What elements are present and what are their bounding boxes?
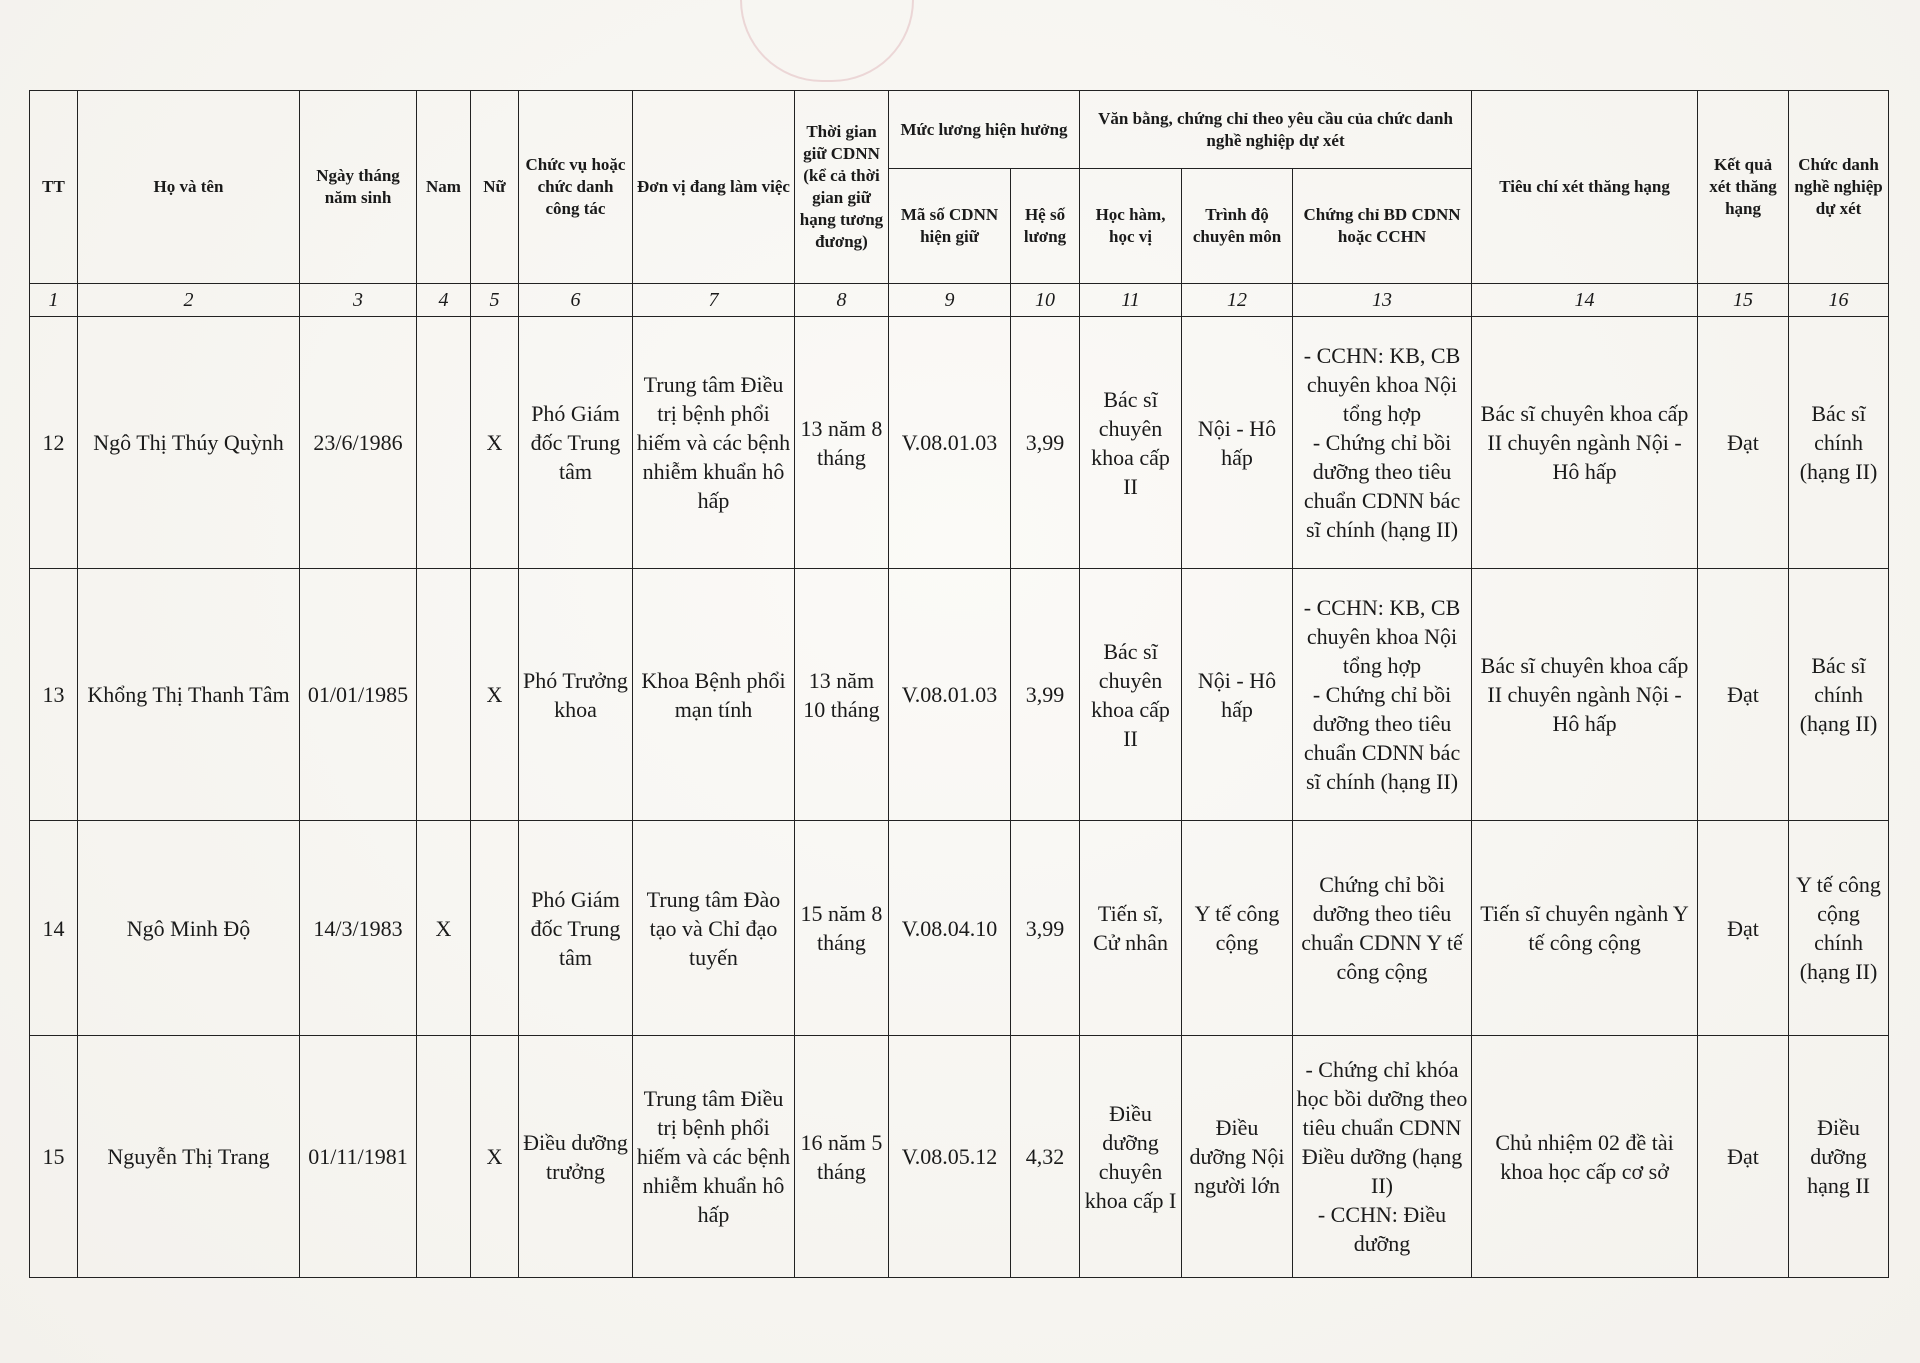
table-row — [30, 569, 1889, 821]
cell-chuc-danh: Điều dưỡng hạng II — [1789, 1036, 1889, 1278]
cell-ket-qua: Đạt — [1698, 1036, 1789, 1278]
cell-nam — [417, 1036, 471, 1278]
cell-chung-chi: - Chứng chỉ khóa học bồi dưỡng theo tiêu chuẩn CDNN Điều dưỡng (hạng II) - CCHN: Điều dưỡng — [1293, 1036, 1472, 1278]
cell-chuc-vu: Phó Giám đốc Trung tâm — [519, 821, 633, 1036]
cell-nu: X — [471, 1036, 519, 1278]
header-hoc-ham: Học hàm, học vị — [1080, 169, 1182, 284]
cell-chuc-vu: Điều dưỡng trưởng — [519, 1036, 633, 1278]
col-number: 10 — [1011, 284, 1080, 317]
header-trinh-do: Trình độ chuyên môn — [1182, 169, 1293, 284]
cell-nu: X — [471, 569, 519, 821]
col-number: 11 — [1080, 284, 1182, 317]
cell-hoc-ham: Tiến sĩ, Cử nhân — [1080, 821, 1182, 1036]
cell-he-so: 3,99 — [1011, 821, 1080, 1036]
col-number: 6 — [519, 284, 633, 317]
table-row — [30, 317, 1889, 569]
cell-ngay-sinh: 01/01/1985 — [300, 569, 417, 821]
cell-hoc-ham: Điều dưỡng chuyên khoa cấp I — [1080, 1036, 1182, 1278]
cell-ma-so: V.08.05.12 — [889, 1036, 1011, 1278]
header-ngay-sinh: Ngày tháng năm sinh — [300, 91, 417, 284]
cell-ho-ten: Ngô Minh Độ — [78, 821, 300, 1036]
cell-ngay-sinh: 14/3/1983 — [300, 821, 417, 1036]
cell-trinh-do: Y tế công cộng — [1182, 821, 1293, 1036]
col-number: 13 — [1293, 284, 1472, 317]
cell-thoi-gian: 15 năm 8 tháng — [795, 821, 889, 1036]
col-number: 7 — [633, 284, 795, 317]
cell-tieu-chi: Bác sĩ chuyên khoa cấp II chuyên ngành Nội - Hô hấp — [1472, 569, 1698, 821]
cell-chuc-danh: Bác sĩ chính (hạng II) — [1789, 317, 1889, 569]
cell-nu — [471, 821, 519, 1036]
cell-nam — [417, 569, 471, 821]
cell-ma-so: V.08.04.10 — [889, 821, 1011, 1036]
cell-chung-chi: - CCHN: KB, CB chuyên khoa Nội tổng hợp - Chứng chỉ bồi dưỡng theo tiêu chuẩn CDNN bác sĩ chính (hạng II) — [1293, 317, 1472, 569]
header-ket-qua: Kết quả xét thăng hạng — [1698, 91, 1789, 284]
cell-ket-qua: Đạt — [1698, 317, 1789, 569]
col-number: 8 — [795, 284, 889, 317]
col-number: 4 — [417, 284, 471, 317]
col-number: 1 — [30, 284, 78, 317]
cell-trinh-do: Nội - Hô hấp — [1182, 569, 1293, 821]
cell-hoc-ham: Bác sĩ chuyên khoa cấp II — [1080, 569, 1182, 821]
cell-tt: 15 — [30, 1036, 78, 1278]
header-thoi-gian: Thời gian giữ CDNN (kể cả thời gian giữ hạng tương đương) — [795, 91, 889, 284]
col-number: 16 — [1789, 284, 1889, 317]
cell-ngay-sinh: 23/6/1986 — [300, 317, 417, 569]
table-row — [30, 1036, 1889, 1278]
faded-stamp — [740, 0, 914, 82]
cell-ho-ten: Nguyễn Thị Trang — [78, 1036, 300, 1278]
col-number: 9 — [889, 284, 1011, 317]
cell-thoi-gian: 16 năm 5 tháng — [795, 1036, 889, 1278]
cell-chung-chi: Chứng chỉ bồi dưỡng theo tiêu chuẩn CDNN Y tế công cộng — [1293, 821, 1472, 1036]
cell-ket-qua: Đạt — [1698, 821, 1789, 1036]
cell-he-so: 3,99 — [1011, 317, 1080, 569]
header-don-vi: Đơn vị đang làm việc — [633, 91, 795, 284]
cell-trinh-do: Điều dưỡng Nội người lớn — [1182, 1036, 1293, 1278]
cell-nam: X — [417, 821, 471, 1036]
header-chuc-vu: Chức vụ hoặc chức danh công tác — [519, 91, 633, 284]
cell-ho-ten: Khổng Thị Thanh Tâm — [78, 569, 300, 821]
col-number: 5 — [471, 284, 519, 317]
cell-thoi-gian: 13 năm 8 tháng — [795, 317, 889, 569]
header-nu: Nữ — [471, 91, 519, 284]
col-number: 12 — [1182, 284, 1293, 317]
cell-tieu-chi: Bác sĩ chuyên khoa cấp II chuyên ngành Nội - Hô hấp — [1472, 317, 1698, 569]
cell-trinh-do: Nội - Hô hấp — [1182, 317, 1293, 569]
cell-ho-ten: Ngô Thị Thúy Quỳnh — [78, 317, 300, 569]
header-nam: Nam — [417, 91, 471, 284]
cell-tt: 14 — [30, 821, 78, 1036]
data-rows — [30, 317, 1889, 1278]
cell-ngay-sinh: 01/11/1981 — [300, 1036, 417, 1278]
header-chung-chi: Chứng chỉ BD CDNN hoặc CCHN — [1293, 169, 1472, 284]
cell-tt: 13 — [30, 569, 78, 821]
header-tt: TT — [30, 91, 78, 284]
header-ma-so: Mã số CDNN hiện giữ — [889, 169, 1011, 284]
cell-thoi-gian: 13 năm 10 tháng — [795, 569, 889, 821]
cell-chuc-vu: Phó Giám đốc Trung tâm — [519, 317, 633, 569]
cell-don-vi: Trung tâm Đào tạo và Chỉ đạo tuyến — [633, 821, 795, 1036]
header-van-bang: Văn bằng, chứng chỉ theo yêu cầu của chức danh nghề nghiệp dự xét — [1080, 91, 1472, 169]
cell-don-vi: Khoa Bệnh phổi mạn tính — [633, 569, 795, 821]
cell-chuc-danh: Bác sĩ chính (hạng II) — [1789, 569, 1889, 821]
col-number: 15 — [1698, 284, 1789, 317]
cell-don-vi: Trung tâm Điều trị bệnh phổi hiếm và các bệnh nhiễm khuẩn hô hấp — [633, 317, 795, 569]
cell-nam — [417, 317, 471, 569]
cell-chuc-vu: Phó Trưởng khoa — [519, 569, 633, 821]
cell-ket-qua: Đạt — [1698, 569, 1789, 821]
header-ho-ten: Họ và tên — [78, 91, 300, 284]
table-row — [30, 821, 1889, 1036]
table-header — [30, 91, 1889, 284]
cell-tieu-chi: Tiến sĩ chuyên ngành Y tế công cộng — [1472, 821, 1698, 1036]
cell-he-so: 4,32 — [1011, 1036, 1080, 1278]
column-number-row-group — [30, 284, 1889, 317]
col-number: 14 — [1472, 284, 1698, 317]
header-muc-luong: Mức lương hiện hưởng — [889, 91, 1080, 169]
header-chuc-danh-du-xet: Chức danh nghề nghiệp dự xét — [1789, 91, 1889, 284]
header-he-so: Hệ số lương — [1011, 169, 1080, 284]
col-number: 2 — [78, 284, 300, 317]
candidate-table — [29, 90, 1889, 1278]
cell-ma-so: V.08.01.03 — [889, 317, 1011, 569]
cell-ma-so: V.08.01.03 — [889, 569, 1011, 821]
cell-hoc-ham: Bác sĩ chuyên khoa cấp II — [1080, 317, 1182, 569]
cell-nu: X — [471, 317, 519, 569]
cell-he-so: 3,99 — [1011, 569, 1080, 821]
cell-chuc-danh: Y tế công cộng chính (hạng II) — [1789, 821, 1889, 1036]
cell-tieu-chi: Chủ nhiệm 02 đề tài khoa học cấp cơ sở — [1472, 1036, 1698, 1278]
column-number-row — [30, 284, 1889, 317]
cell-don-vi: Trung tâm Điều trị bệnh phổi hiếm và các bệnh nhiễm khuẩn hô hấp — [633, 1036, 795, 1278]
cell-chung-chi: - CCHN: KB, CB chuyên khoa Nội tổng hợp - Chứng chỉ bồi dưỡng theo tiêu chuẩn CDNN bác sĩ chính (hạng II) — [1293, 569, 1472, 821]
header-tieu-chi: Tiêu chí xét thăng hạng — [1472, 91, 1698, 284]
cell-tt: 12 — [30, 317, 78, 569]
col-number: 3 — [300, 284, 417, 317]
